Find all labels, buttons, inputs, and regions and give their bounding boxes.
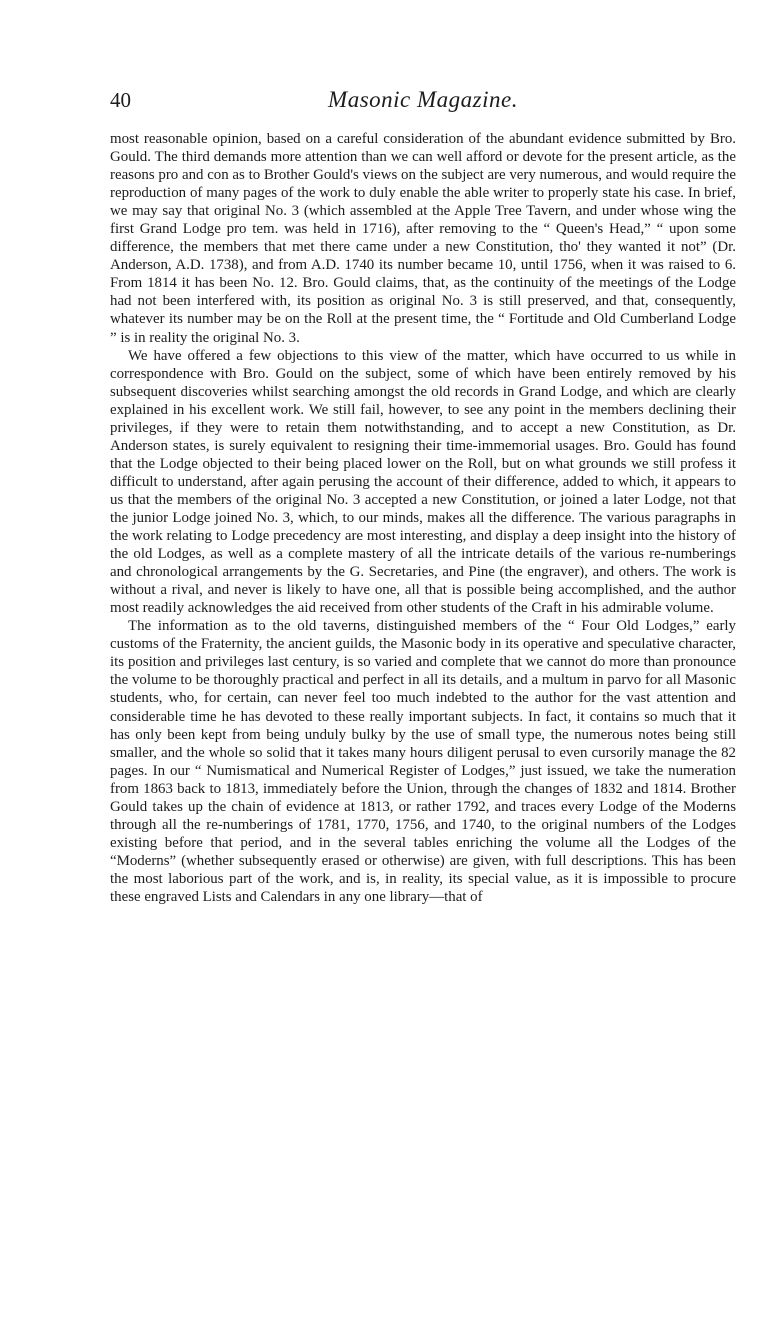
paragraph-1: most reasonable opinion, based on a careful consideration of the abundant evidence submitted by Bro. Gould. The third demands more attention than we can well afford or devote for the present article, as the reasons pro and con as to Brother Gould's views on the subject are very numerous, and would require the reproduction of many pages of the work to duly enable the able writer to properly state his case. In brief, we may say that original No. 3 (which assembled at the Apple Tree Tavern, and under whose wing the first Grand Lodge pro tem. was held in 1716), after removing to the “ Queen's Head,” “ upon some difference, the members that met there came under a new Constitution, tho' they wanted it not” (Dr. Anderson, A.D. 1738), and from A.D. 1740 its number became 10, until 1756, when it was raised to 6. From 1814 it has been No. 12. Bro. Gould claims, that, as the continuity of the meetings of the Lodge had not been interfered with, its position as original No. 3 is still preserved, and that, consequently, whatever its number may be on the Roll at the present time, the “ Fortitude and Old Cumberland Lodge ” is in reality the original No. 3. [110, 131, 736, 346]
running-head [110, 86, 736, 116]
article-body [110, 130, 736, 906]
page-number: 40 [110, 88, 131, 112]
paragraph-2: We have offered a few objections to this view of the matter, which have occurred to us while in correspondence with Bro. Gould on the subject, some of which have been entirely removed by his subsequent discoveries whilst searching amongst the old records in Grand Lodge, and which are clearly explained in his excellent work. We still fail, however, to see any point in the members declining their privileges, if they were to retain them notwithstanding, and to accept a new Constitution, as Dr. Anderson states, is surely equivalent to resigning their time-immemorial usages. Bro. Gould has found that the Lodge objected to their being placed lower on the Roll, but on what grounds we still profess it difficult to understand, after again perusing the account of their difference, added to which, it appears to us that the members of the original No. 3 accepted a new Constitution, or joined a later Lodge, not that the junior Lodge joined No. 3, which, to our minds, makes all the difference. The various paragraphs in the work relating to Lodge precedency are most interesting, and display a deep insight into the history of the old Lodges, as well as a complete mastery of all the intricate details of the various re-numberings and chronological arrangements by the G. Secretaries, and Pine (the engraver), and others. The work is without a rival, and never is likely to have one, all that is possible being accomplished, and the author most readily acknowledges the aid received from other students of the Craft in his admirable volume. [110, 347, 736, 617]
journal-title: Masonic Magazine. [328, 87, 518, 112]
paragraph-3: The information as to the old taverns, distinguished members of the “ Four Old Lodges,” early customs of the Fraternity, the ancient guilds, the Masonic body in its operative and speculative character, its position and privileges last century, is so varied and complete that we cannot do more than pronounce the volume to be thoroughly practical and perfect in all its details, and a multum in parvo for all Masonic students, who, for certain, can never feel too much indebted to the author for the vast attention and considerable time he has devoted to these really important subjects. In fact, it contains so much that it has only been kept from being unduly bulky by the use of small type, the numerous notes being still smaller, and the whole so solid that it takes many hours diligent perusal to even cursorily manage the 82 pages. In our “ Numismatical and Numerical Register of Lodges,” just issued, we take the numeration from 1863 back to 1813, immediately before the Union, through the changes of 1832 and 1814. Brother Gould takes up the chain of evidence at 1813, or rather 1792, and traces every Lodge of the Moderns through all the re-numberings of 1781, 1770, 1756, and 1740, to the original numbers of the Lodges existing before that period, and in the several tables enriching the volume all the Lodges of the “Moderns” (whether subsequently erased or otherwise) are given, with full descriptions. This has been the most laborious part of the work, and is, in reality, its special value, as it is impossible to procure these engraved Lists and Calendars in any one library—that of [110, 618, 736, 905]
